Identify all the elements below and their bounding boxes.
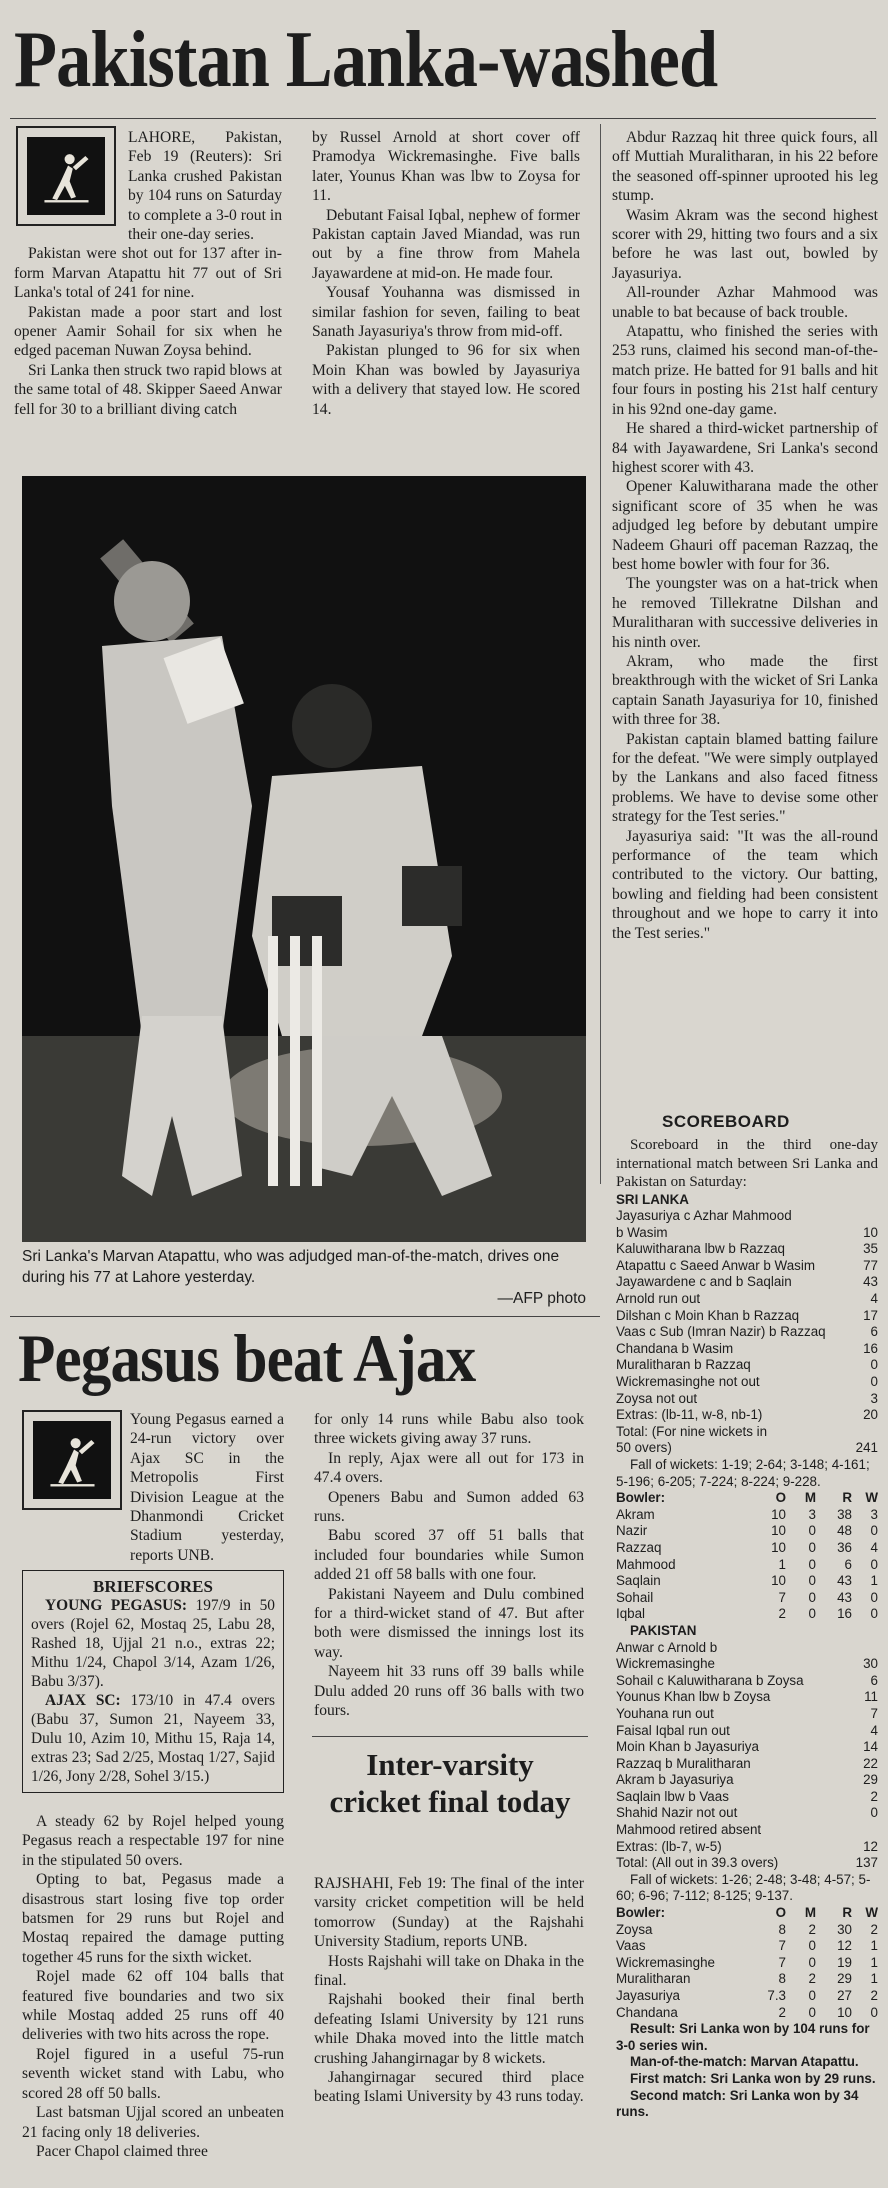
batting-row <box>616 1225 878 1242</box>
story2-col2-p5: Pakistani Nayeem and Dulu combined for a third-wicket stand of 47. But after both were dismissed the innings lost its way. <box>314 1585 584 1661</box>
batsman-runs: 137 <box>855 1855 878 1871</box>
batsman-runs: 22 <box>863 1755 878 1771</box>
batsman-runs: 0 <box>870 1805 878 1821</box>
batting-row <box>616 1739 878 1756</box>
bowler-maidens: 0 <box>808 1589 816 1605</box>
bowler-wickets: 0 <box>870 1606 878 1622</box>
team2-batting <box>616 1640 878 1872</box>
batsman-runs: 30 <box>863 1656 878 1672</box>
cricket-photo <box>22 476 586 1242</box>
story1-col3-p1: Abdur Razzaq hit three quick fours, all off Muttiah Muralitharan, in his 22 before the seasoned off-spinner uprooted his leg stump. <box>612 129 878 205</box>
team2-bowling <box>616 1922 878 2022</box>
story3-p3: Rajshahi booked their final berth defeating Islami University by 121 runs while Dhaka moved into the little match crushing Jahangirnagar by 8 wickets. <box>314 1991 584 2067</box>
bowling-header-o: O <box>775 1490 786 1506</box>
batsman-runs <box>850 1208 878 1225</box>
column-rule <box>600 124 601 1184</box>
batsman-runs: 14 <box>863 1739 878 1755</box>
bowling-row <box>616 1606 878 1623</box>
batsman-entry: Dilshan c Moin Khan b Razzaq <box>616 1307 800 1323</box>
bowler-overs: 8 <box>778 1921 786 1937</box>
brief-young-pegasus-score: 197/9 in 50 overs (Rojel 62, Mostaq 25, Labu 28, Rashed 18, Ujjal 21 n.o., extras 22; Mithu 1/24, Chapol 3/14, Azam 1/26, Babu 3/37). <box>31 1597 276 1690</box>
story2-col1-p4: Rojel figured in a useful 75-run seventh wicket stand with Labu, who scored 28 off 50 balls. <box>22 2045 284 2102</box>
batting-row <box>616 1855 878 1872</box>
batting-row <box>616 1291 878 1308</box>
story1-col3-p7: The youngster was on a hat-trick when he removed Tillekratne Dilshan and Muralitharan with successive deliveries in his ninth over. <box>612 575 878 651</box>
bowler-wickets: 1 <box>870 1938 878 1954</box>
bowling-row <box>616 1573 878 1590</box>
story2-intro-text: Young Pegasus earned a 24-run victory over Ajax SC in the Metropolis First Division League at the Dhanmondi Cricket Stadium yesterday, reports UNB. <box>130 1411 284 1564</box>
batsman-runs: 0 <box>870 1357 878 1373</box>
story2-col1-p3: Rojel made 62 off 104 balls that featured five boundaries and two six while Mostaq added 25 runs off 40 deliveries with two hits across the rope. <box>22 1968 284 2044</box>
batsman-runs: 43 <box>863 1274 878 1290</box>
batsman-runs: 77 <box>863 1257 878 1273</box>
bowler-maidens: 0 <box>808 1573 816 1589</box>
batting-row <box>616 1839 878 1856</box>
batsman-entry: Wickremasinghe <box>616 1656 715 1672</box>
bowler-runs: 48 <box>837 1523 852 1539</box>
batting-row <box>616 1258 878 1275</box>
batting-row <box>616 1673 878 1690</box>
bowling-row <box>616 1523 878 1540</box>
bowler-wickets: 1 <box>870 1573 878 1589</box>
bowling-header-m: M <box>804 1490 816 1506</box>
bowler-name: Akram <box>616 1506 655 1522</box>
story1-col3-p5: He shared a third-wicket partnership of 84 with Jayawardene, Sri Lanka's second highest scorer with 43. <box>612 420 878 476</box>
bowler-overs: 1 <box>778 1556 786 1572</box>
bowling-row <box>616 1971 878 1988</box>
bowler-wickets: 0 <box>870 1523 878 1539</box>
batting-row <box>616 1208 878 1225</box>
bowler-wickets: 3 <box>870 1506 878 1522</box>
batsman-runs: 0 <box>870 1374 878 1390</box>
batsman-runs: 7 <box>870 1705 878 1721</box>
batting-row <box>616 1274 878 1291</box>
batsman-entry: b Wasim <box>616 1224 668 1240</box>
bowler-overs: 10 <box>771 1506 786 1522</box>
bowler-name: Saqlain <box>616 1573 661 1589</box>
story2-col2-p6: Nayeem hit 33 runs off 39 balls while Dulu added 20 runs off 36 balls with two fours. <box>314 1663 584 1720</box>
batsman-runs: 241 <box>855 1440 878 1456</box>
story1-col2-p3: Yousaf Youhanna was dismissed in similar fashion for seven, failing to beat Sanath Jayasuriya's throw from mid-off. <box>312 284 580 341</box>
bowling-row <box>616 1938 878 1955</box>
story1-col2 <box>312 128 580 419</box>
batsman-entry: Younus Khan lbw b Zoysa <box>616 1689 771 1705</box>
headline-rule <box>10 118 876 119</box>
bowling-header-bowler: Bowler: <box>616 1905 666 1921</box>
batsman-runs <box>850 1640 878 1657</box>
bowler-overs: 10 <box>771 1573 786 1589</box>
story2-col1-p5: Last batsman Ujjal scored an unbeaten 21 facing only 18 deliveries. <box>22 2104 284 2141</box>
batsman-runs <box>850 1424 878 1441</box>
batting-row <box>616 1324 878 1341</box>
batting-row <box>616 1689 878 1706</box>
bowler-name: Nazir <box>616 1523 648 1539</box>
team1-batting <box>616 1208 878 1457</box>
batsman-runs: 6 <box>870 1324 878 1340</box>
batsman-runs: 4 <box>870 1722 878 1738</box>
bowler-maidens: 2 <box>808 1921 816 1937</box>
bowler-name: Iqbal <box>616 1606 646 1622</box>
bowler-maidens: 0 <box>808 1988 816 2003</box>
story3-headline: Inter-varsity cricket final today <box>329 1747 571 1819</box>
scoreboard-title: SCOREBOARD <box>662 1112 790 1131</box>
bowler-name: Chandana <box>616 2004 678 2020</box>
batsman-entry: Muralitharan b Razzaq <box>616 1357 751 1373</box>
story2-col1-after <box>22 1812 284 2161</box>
story3-body <box>314 1874 584 2107</box>
batsman-entry: Akram b Jayasuriya <box>616 1772 734 1788</box>
bowling-row <box>616 1922 878 1939</box>
batsman-entry: Arnold run out <box>616 1291 701 1307</box>
batsman-runs: 6 <box>870 1672 878 1688</box>
batsman-entry: Extras: (lb-7, w-5) <box>616 1838 722 1854</box>
scoreboard <box>616 1136 878 2121</box>
bowler-wickets: 0 <box>870 2004 878 2020</box>
batsman-runs: 16 <box>863 1340 878 1356</box>
bowler-maidens: 2 <box>808 1971 816 1987</box>
story2-headline: Pegasus beat Ajax <box>18 1320 476 1396</box>
story1-col2-p2: Debutant Faisal Iqbal, nephew of former Pakistan captain Javed Miandad, was run out by a fine throw from Mahela Jayawardene at mid-on. He made four. <box>312 206 580 282</box>
batsman-entry: Vaas c Sub (Imran Nazir) b Razzaq <box>616 1324 826 1340</box>
story2-col2-p3: Openers Babu and Sumon added 63 runs. <box>314 1488 584 1526</box>
bowler-runs: 29 <box>837 1971 852 1987</box>
batsman-runs: 20 <box>863 1407 878 1423</box>
brief-young-pegasus <box>31 1596 275 1691</box>
batting-row <box>616 1723 878 1740</box>
batting-row <box>616 1391 878 1408</box>
story2-col2 <box>314 1410 584 1721</box>
story2-intro <box>22 1410 284 1565</box>
story2-col1-p1: A steady 62 by Rojel helped young Pegasus reach a respectable 197 for nine in the stipulated 50 overs. <box>22 1813 284 1869</box>
story2-col2-p4: Babu scored 37 off 51 balls that included four boundaries while Sumon added 21 off 58 balls with one four. <box>314 1527 584 1584</box>
bowler-name: Zoysa <box>616 1921 653 1937</box>
batsman-entry: Sohail c Kaluwitharana b Zoysa <box>616 1672 804 1688</box>
bowler-maidens: 0 <box>808 1954 816 1970</box>
bowler-maidens: 0 <box>808 1606 816 1622</box>
team1-name: SRI LANKA <box>616 1191 689 1207</box>
batsman-entry: Anwar c Arnold b <box>616 1639 718 1655</box>
bowler-runs: 38 <box>837 1506 852 1522</box>
bowler-name: Muralitharan <box>616 1971 691 1987</box>
bowler-maidens: 0 <box>808 1938 816 1954</box>
scoreboard-intro: Scoreboard in the third one-day international match between Sri Lanka and Pakistan on Saturday: <box>616 1137 878 1190</box>
story3-p4: Jahangirnagar secured third place beating Islami University by 43 runs today. <box>314 2069 584 2106</box>
bowler-overs: 10 <box>771 1539 786 1555</box>
bowler-wickets: 2 <box>870 1988 878 2003</box>
batsman-entry: 50 overs) <box>616 1440 672 1456</box>
batsman-entry: Chandana b Wasim <box>616 1340 734 1356</box>
batting-row <box>616 1374 878 1391</box>
briefscores-box <box>22 1570 284 1793</box>
bowler-wickets: 4 <box>870 1539 878 1555</box>
batting-row <box>616 1424 878 1441</box>
story1-col1-p4: Sri Lanka then struck two rapid blows at the same total of 48. Skipper Saeed Anwar fell for 30 to a brilliant diving catch <box>14 361 282 418</box>
story1-col3 <box>612 128 878 943</box>
batting-row <box>616 1756 878 1773</box>
batting-row <box>616 1706 878 1723</box>
bowler-wickets: 0 <box>870 1589 878 1605</box>
bowler-wickets: 1 <box>870 1971 878 1987</box>
batsman-runs: 3 <box>870 1390 878 1406</box>
story1-col3-p6: Opener Kaluwitharana made the other significant score of 35 when he was adjudged leg before by debutant umpire Nadeem Ghauri off paceman Razzaq, the best home bowler with four for 36. <box>612 478 878 573</box>
batting-row <box>616 1772 878 1789</box>
bowler-runs: 16 <box>837 1606 852 1622</box>
team1-bowling-header <box>616 1490 878 1507</box>
bowling-row <box>616 1590 878 1607</box>
bowler-runs: 43 <box>837 1573 852 1589</box>
batsman-entry: Kaluwitharana lbw b Razzaq <box>616 1241 785 1257</box>
story1-col2-p1: by Russel Arnold at short cover off Pramodya Wickremasinghe. Five balls later, Younus Khan was lbw to Zoysa for 11. <box>312 129 580 205</box>
brief-ajax <box>31 1691 275 1786</box>
bowling-row <box>616 1540 878 1557</box>
batting-row <box>616 1822 878 1839</box>
story1-col2-p4: Pakistan plunged to 96 for six when Moin Khan was bowled by Jayasuriya with a delivery that stayed low. He scored 14. <box>312 342 580 418</box>
story1-col3-p8: Akram, who made the first breakthrough with the wicket of Sri Lanka captain Sanath Jayasuriya for 10, finished with three for 38. <box>612 652 878 729</box>
batting-row <box>616 1308 878 1325</box>
batting-row <box>616 1341 878 1358</box>
story1-col1-p3: Pakistan made a poor start and lost opener Aamir Sohail for six when he edged paceman Nuwan Zoysa behind. <box>14 303 282 360</box>
bowler-maidens: 0 <box>808 1556 816 1572</box>
bowler-overs: 8 <box>778 1971 786 1987</box>
bowler-maidens: 0 <box>808 2004 816 2020</box>
caption-text: Sri Lanka's Marvan Atapattu, who was adjudged man-of-the-match, drives one during his 77 at Lahore yesterday. <box>22 1248 560 1286</box>
batting-row <box>616 1241 878 1258</box>
story2-col1-p6: Pacer Chapol claimed three <box>36 2142 208 2160</box>
story1-col1-p2: Pakistan were shot out for 137 after in-form Marvan Atapattu hit 77 out of Sri Lanka's total of 241 for nine. <box>14 245 282 302</box>
story1-col3-p2: Wasim Akram was the second highest scorer with 29, hitting two fours and a six before he was last out, bowled by Jayasuriya. <box>612 206 878 282</box>
bowler-name: Razzaq <box>616 1539 662 1555</box>
bowling-row <box>616 1988 878 2005</box>
batsman-runs: 10 <box>863 1224 878 1240</box>
bowler-runs: 19 <box>837 1954 852 1970</box>
batsman-entry: Total: (All out in 39.3 overs) <box>616 1855 779 1871</box>
batsman-wicketkeeper-image <box>22 476 586 1242</box>
batsman-runs: 11 <box>864 1689 878 1705</box>
brief-ajax-team: AJAX SC: <box>45 1692 121 1709</box>
bowler-name: Jayasuriya <box>616 1988 681 2003</box>
batting-row <box>616 1805 878 1822</box>
bowling-row <box>616 1507 878 1524</box>
batting-row <box>616 1656 878 1673</box>
team2-name: PAKISTAN <box>630 1622 697 1638</box>
bowler-runs: 30 <box>837 1921 852 1937</box>
briefscores-title: BRIEFSCORES <box>93 1577 213 1596</box>
bowler-maidens: 0 <box>808 1539 816 1555</box>
story1-col3-p10: Jayasuriya said: "It was the all-round performance of the team which contributed to the victory. Our batting, bowling and fielding had been consistent throughout and we hope to carry it into the Test series." <box>612 827 878 942</box>
batsman-entry: Atapattu c Saeed Anwar b Wasim <box>616 1257 815 1273</box>
team1-bowling <box>616 1507 878 1623</box>
second-match-result: Second match: Sri Lanka won by 34 runs. <box>616 2087 859 2120</box>
bowler-maidens: 3 <box>808 1506 816 1522</box>
bowler-wickets: 2 <box>870 1921 878 1937</box>
bowler-name: Vaas <box>616 1938 646 1954</box>
batting-row <box>616 1440 878 1457</box>
team2-bowling-header <box>616 1905 878 1922</box>
bowling-header-o: O <box>775 1905 786 1921</box>
batsman-runs: 17 <box>863 1307 878 1323</box>
story2-col2-p1: for only 14 runs while Babu also took three wickets giving away 37 runs. <box>314 1411 584 1448</box>
story2-col1-p2: Opting to bat, Pegasus made a disastrous start losing five top order batsmen for 29 runs but Rojel and Mostaq repaired the damage putting together 45 runs for the sixth wicket. <box>22 1871 284 1966</box>
batsman-entry: Shahid Nazir not out <box>616 1805 738 1821</box>
story2-col2-p2: In reply, Ajax were all out for 173 in 47.4 overs. <box>314 1449 584 1487</box>
first-match-result: First match: Sri Lanka won by 29 runs. <box>630 2070 876 2086</box>
batsman-runs: 35 <box>863 1241 878 1257</box>
bowling-header-r: R <box>842 1905 852 1921</box>
batsman-entry: Jayasuriya c Azhar Mahmood <box>616 1208 792 1224</box>
bowling-header-w: W <box>865 1905 878 1921</box>
man-of-the-match: Man-of-the-match: Marvan Atapattu. <box>630 2054 859 2070</box>
batting-row <box>616 1789 878 1806</box>
bowler-maidens: 0 <box>808 1523 816 1539</box>
bowler-wickets: 1 <box>870 1954 878 1970</box>
story1-col1 <box>14 128 282 419</box>
bowler-runs: 10 <box>837 2004 852 2020</box>
team2-fow: Fall of wickets: 1-26; 2-48; 3-48; 4-57; 5-60; 6-96; 7-112; 8-125; 9-137. <box>616 1871 871 1904</box>
story3-top-rule <box>312 1736 588 1737</box>
team1-fow: Fall of wickets: 1-19; 2-64; 3-148; 4-161; 5-196; 6-205; 7-224; 8-224; 9-228. <box>616 1457 870 1489</box>
batsman-runs: 12 <box>863 1838 878 1854</box>
bowler-name: Mahmood <box>616 1556 676 1572</box>
bowler-overs: 7 <box>778 1938 786 1954</box>
bowling-header-w: W <box>865 1490 878 1506</box>
bowler-overs: 2 <box>778 1606 786 1622</box>
story3-p1: RAJSHAHI, Feb 19: The final of the inter varsity cricket competition will be held tomorrow (Sunday) at the Rajshahi University Stadium, reports UNB. <box>314 1875 584 1951</box>
batsman-entry: Saqlain lbw b Vaas <box>616 1788 729 1804</box>
bowler-overs: 7.3 <box>767 1988 786 2003</box>
batsman-runs: 2 <box>870 1788 878 1804</box>
batting-row <box>616 1640 878 1657</box>
story1-col3-p3: All-rounder Azhar Mahmood was unable to bat because of back trouble. <box>612 284 878 321</box>
batting-row <box>616 1357 878 1374</box>
bowler-overs: 7 <box>778 1589 786 1605</box>
brief-young-pegasus-team: YOUNG PEGASUS: <box>45 1597 187 1614</box>
batsman-entry: Youhana run out <box>616 1705 714 1721</box>
bowler-runs: 36 <box>837 1539 852 1555</box>
batsman-entry: Jayawardene c and b Saqlain <box>616 1274 792 1290</box>
story1-col3-p9: Pakistan captain blamed batting failure for the defeat. "We were simply outplayed by the Lankans and also faced fitness problems. We have to devise some other strategy for the Test series." <box>612 730 878 826</box>
bowler-wickets: 0 <box>870 1556 878 1572</box>
match-result: Result: Sri Lanka won by 104 runs for 3-0 series win. <box>616 2021 870 2053</box>
batsman-entry: Extras: (lb-11, w-8, nb-1) <box>616 1407 763 1423</box>
batsman-entry: Razzaq b Muralitharan <box>616 1755 751 1771</box>
photo-caption <box>22 1246 586 1309</box>
bowling-row <box>616 1955 878 1972</box>
batsman-entry: Zoysa not out <box>616 1390 698 1406</box>
batsman-runs: 29 <box>863 1772 878 1788</box>
bowler-runs: 27 <box>837 1988 852 2003</box>
photo-credit: —AFP photo <box>497 1290 586 1307</box>
bowler-overs: 2 <box>778 2004 786 2020</box>
story1-headline: Pakistan Lanka-washed <box>14 16 718 104</box>
bowler-runs: 43 <box>837 1589 852 1605</box>
bowler-runs: 6 <box>844 1556 852 1572</box>
story1-col3-p4: Atapattu, who finished the series with 253 runs, claimed his second man-of-the-match prize. He batted for 91 balls and hit four fours in posting his 21st half century in his 92nd one-day game. <box>612 323 878 418</box>
bowler-name: Sohail <box>616 1589 654 1605</box>
batsman-entry: Total: (For nine wickets in <box>616 1423 768 1439</box>
bowling-header-bowler: Bowler: <box>616 1490 666 1506</box>
batsman-entry: Mahmood retired absent <box>616 1822 762 1838</box>
bowling-header-m: M <box>804 1905 816 1921</box>
batsman-entry: Moin Khan b Jayasuriya <box>616 1739 759 1755</box>
bowler-overs: 10 <box>771 1523 786 1539</box>
bowling-row <box>616 1557 878 1574</box>
bowling-header-r: R <box>842 1490 852 1506</box>
brief-ajax-score: 173/10 in 47.4 overs (Babu 37, Sumon 21, Nayeem 33, Dulu 10, Azim 10, Mithu 15, Raja 14, extras 23; Sad 2/25, Mostaq 1/27, Sajid 1/26, Jony 2/28, Sohel 3/15.) <box>31 1692 275 1785</box>
bowling-row <box>616 2005 878 2022</box>
batsman-runs: 4 <box>870 1291 878 1307</box>
bowler-overs: 7 <box>778 1954 786 1970</box>
story3-p2: Hosts Rajshahi will take on Dhaka in the final. <box>314 1952 584 1990</box>
bowler-runs: 12 <box>837 1938 852 1954</box>
batsman-runs <box>850 1822 878 1839</box>
batting-row <box>616 1407 878 1424</box>
story1-col1-p1: LAHORE, Pakistan, Feb 19 (Reuters): Sri Lanka crushed Pakistan by 104 runs on Saturday to complete a 3-0 rout in their one-day series. <box>128 129 282 244</box>
batsman-entry: Faisal Iqbal run out <box>616 1722 730 1738</box>
bowler-name: Wickremasinghe <box>616 1954 715 1970</box>
section-rule <box>10 1316 600 1317</box>
batsman-entry: Wickremasinghe not out <box>616 1374 760 1390</box>
